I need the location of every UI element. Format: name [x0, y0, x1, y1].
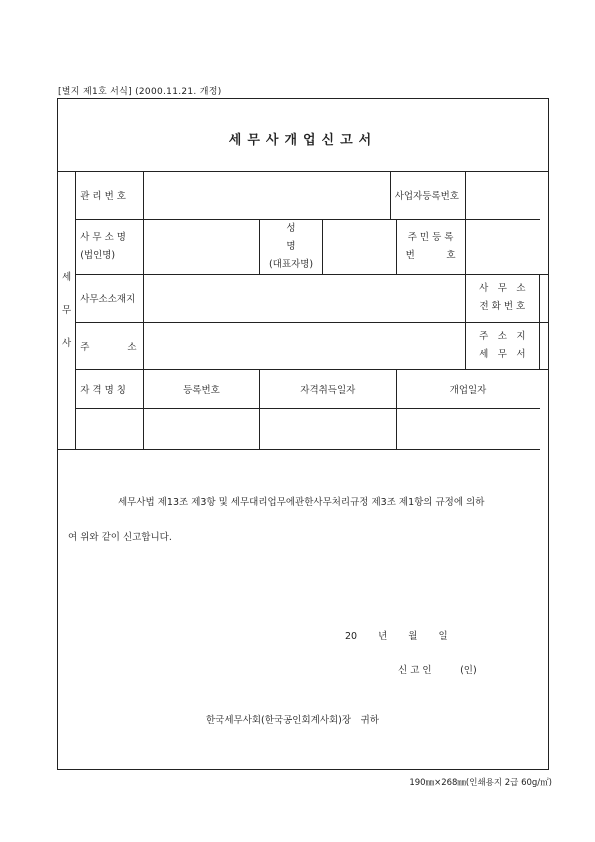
value-office-name[interactable] [143, 219, 259, 274]
title-row [58, 99, 548, 172]
section-label-tax-accountant: 세 무 사 [58, 172, 76, 449]
label-address: 주 소 [76, 322, 144, 369]
label-office-address: 사무소소재지 [76, 274, 144, 322]
reporter-signature: 신 고 인 (인) [398, 665, 477, 676]
label-representative-name: 성 명 (대표자명) [260, 219, 323, 274]
value-office-phone[interactable] [540, 274, 549, 322]
statement-line-1: 세무사법 제13조 제3항 및 세무대리업무에관한사무처리규정 제3조 제1항의 규정에 의하 [118, 497, 485, 508]
date-line: 20 년 월 일 [345, 631, 448, 642]
addressee: 한국세무사회(한국공인회계사회)장 귀하 [206, 715, 379, 726]
label-resident-number: 주 민 등 록 번 호 [396, 219, 465, 274]
label-office-phone: 사 무 소 전 화 번 호 [465, 274, 539, 322]
value-resident-number[interactable] [465, 219, 539, 274]
label-business-registration-number: 사업자등록번호 [390, 172, 465, 219]
value-office-address[interactable] [143, 274, 465, 322]
value-qualification[interactable] [76, 408, 144, 449]
form-caption: [별지 제1호 서식] (2000.11.21. 개정) [58, 87, 222, 97]
label-tax-office: 주 소 지 세 무 서 [465, 322, 539, 369]
value-address[interactable] [143, 322, 465, 369]
value-business-registration-number[interactable] [465, 172, 539, 219]
label-office-name: 사 무 소 명 (법인명) [76, 219, 144, 274]
form-title: 세무사개업신고서 [228, 133, 378, 148]
value-acquired-date[interactable] [260, 408, 396, 449]
value-registration-number[interactable] [143, 408, 259, 449]
value-tax-office[interactable] [540, 322, 549, 369]
value-management-number[interactable] [143, 172, 390, 219]
registration-table [58, 172, 548, 450]
header-opening-date: 개업일자 [396, 369, 540, 408]
paper-spec-footer: 190㎜×268㎜(인쇄용지 2급 60g/㎡) [409, 778, 552, 788]
header-registration-number: 등록번호 [143, 369, 259, 408]
header-acquired-date: 자격취득일자 [260, 369, 396, 408]
label-qualification: 자 격 명 칭 [76, 369, 144, 408]
label-management-number: 관 리 번 호 [76, 172, 144, 219]
value-opening-date[interactable] [396, 408, 540, 449]
statement-line-2: 여 위와 같이 신고합니다. [68, 532, 172, 543]
